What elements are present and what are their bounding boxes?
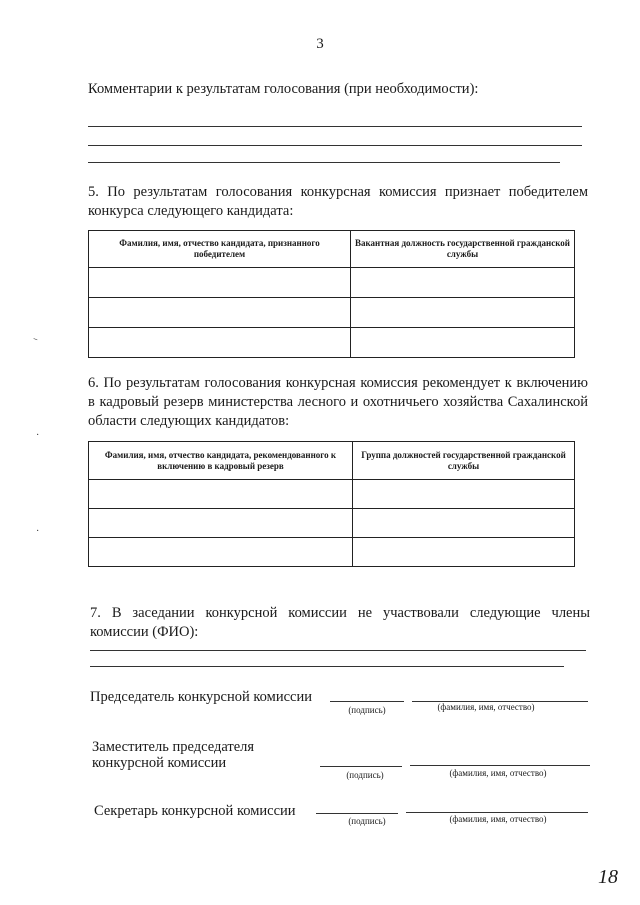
name-caption: (фамилия, имя, отчество) [449, 768, 547, 778]
comments-label: Комментарии к результатам голосования (при необходимости): [88, 81, 479, 97]
table-row [89, 328, 575, 358]
comment-line [88, 126, 582, 127]
table-cell[interactable] [89, 328, 351, 358]
table-row [89, 298, 575, 328]
signature-caption: (подпись) [348, 816, 386, 826]
signature-caption: (подпись) [348, 705, 386, 715]
secretary-signature-line[interactable] [316, 813, 398, 814]
table-row [89, 538, 575, 567]
absent-members-line [90, 666, 564, 667]
deputy-label-line1: Заместитель председателя [92, 739, 255, 755]
reserve-table-header-group: Группа должностей государственной гражданской службы [353, 442, 575, 480]
reserve-table [88, 441, 575, 567]
margin-mark: · [36, 430, 40, 441]
margin-mark: · [36, 526, 40, 537]
handwritten-page-mark: 18 [598, 866, 618, 888]
signature-caption: (подпись) [346, 770, 384, 780]
winner-table [88, 230, 575, 358]
table-cell[interactable] [89, 298, 351, 328]
comment-line [88, 162, 560, 163]
section7-text: 7. В заседании конкурсной комиссии не участвовали следующие члены комиссии (ФИО): [90, 605, 590, 640]
table-row [89, 480, 575, 509]
table-cell[interactable] [351, 268, 575, 298]
table-cell[interactable] [351, 328, 575, 358]
table-row [89, 268, 575, 298]
section5-text: 5. По результатам голосования конкурсная комиссия признает победителем конкурса следующего кандидата: [88, 184, 588, 219]
deputy-label-line2: конкурсной комиссии [92, 755, 227, 771]
comment-line [88, 145, 582, 146]
secretary-name-line[interactable] [406, 812, 588, 813]
secretary-label: Секретарь конкурсной комиссии [94, 803, 296, 819]
section6-text: 6. По результатам голосования конкурсная комиссия рекомендует к включению в кадровый резерв министерства лесного и охотничьего хозяйства Сахалинской области следующих кандидатов: [88, 375, 588, 429]
table-cell[interactable] [353, 538, 575, 567]
winner-table-header-name: Фамилия, имя, отчество кандидата, признанного победителем [89, 231, 351, 268]
table-cell[interactable] [351, 298, 575, 328]
margin-mark: ⁻ [30, 335, 40, 348]
table-row [89, 509, 575, 538]
deputy-signature-line[interactable] [320, 766, 402, 767]
table-cell[interactable] [353, 509, 575, 538]
name-caption: (фамилия, имя, отчество) [449, 814, 547, 824]
winner-table-header-position: Вакантная должность государственной гражданской службы [351, 231, 575, 268]
table-cell[interactable] [89, 538, 353, 567]
absent-members-line [90, 650, 586, 651]
chairman-label: Председатель конкурсной комиссии [90, 689, 312, 705]
table-cell[interactable] [89, 268, 351, 298]
table-cell[interactable] [89, 480, 353, 509]
deputy-name-line[interactable] [410, 765, 590, 766]
page-number: 3 [316, 36, 324, 52]
table-cell[interactable] [89, 509, 353, 538]
reserve-table-header-name: Фамилия, имя, отчество кандидата, рекомендованного к включению в кадровый резерв [89, 442, 353, 480]
table-cell[interactable] [353, 480, 575, 509]
name-caption: (фамилия, имя, отчество) [437, 702, 535, 712]
chairman-signature-line[interactable] [330, 701, 404, 702]
